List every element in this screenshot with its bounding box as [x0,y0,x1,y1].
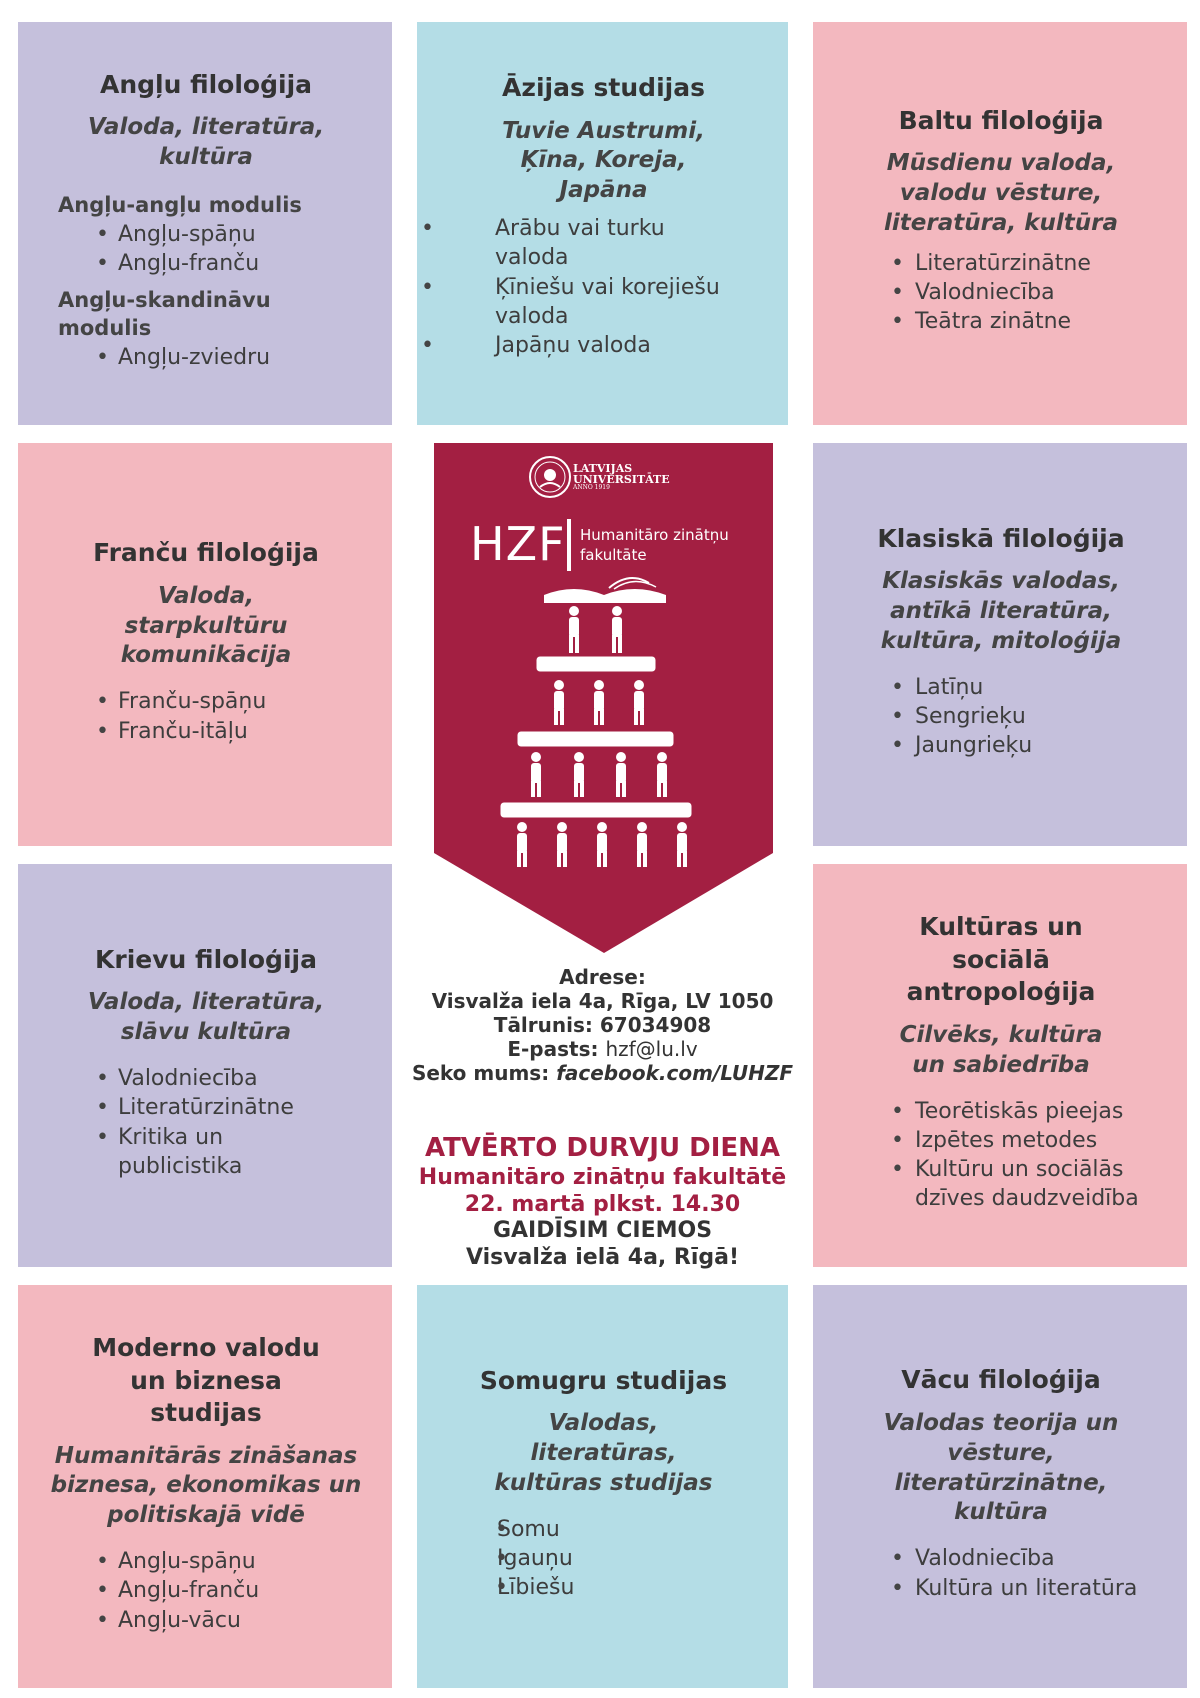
list-item: • Valodniecība [58,1064,354,1093]
faculty-banner [434,443,773,953]
tile-title: Baltu filoloģija [898,105,1104,135]
open-day-location: Visvalža ielā 4a, Rīgā! [465,1245,740,1271]
tile-english-philology [18,22,392,425]
tile-asian-studies [417,22,788,425]
list-item: • Valodniecība [853,278,1149,307]
open-day-block [405,1133,800,1272]
tile-list [853,1097,1149,1214]
list-item: • Latīņu [853,673,1149,702]
tile-title: Klasiskā filoloģija [877,523,1125,553]
list-item: • Franču-spāņu [58,687,354,716]
list-item: • Angļu-vācu [58,1606,354,1635]
module-list [58,343,354,372]
facebook-link[interactable]: facebook.com/LUHZF [556,1061,794,1085]
tile-list [457,1515,750,1603]
list-item: • Sengrieķu [853,702,1149,731]
address-value: Visvalža iela 4a, Rīga, LV 1050 [431,989,774,1013]
faculty-name-line2: fakultāte [580,546,647,565]
open-day-title: ATVĒRTO DURVJU DIENA [424,1133,781,1163]
phone-label: Tālrunis: [493,1013,593,1037]
tile-title: Kultūras un sociālā antropoloģija [906,912,1096,1007]
tile-list [853,249,1149,337]
list-item: • Literatūrzinātne [853,249,1149,278]
tile-russian-philology [18,864,392,1267]
tile-subtitle: Valodas teorija un vēsture, literatūrzinātne, kultūra [883,1409,1119,1526]
email-label: E-pasts: [507,1037,599,1061]
contact-block [405,965,800,1085]
list-item: • Teorētiskās pieejas [853,1097,1149,1126]
tile-title: Moderno valodu un biznesa studijas [92,1333,320,1428]
tile-subtitle: Tuvie Austrumi, Ķīna, Koreja, Japāna [502,117,705,204]
list-item: • Izpētes metodes [853,1126,1149,1155]
list-item: • Igauņu [457,1544,750,1573]
tile-subtitle: Humanitārās zināšanas biznesa, ekonomikas un politiskajā vidē [50,1442,362,1529]
tile-title: Angļu filoloģija [99,69,313,99]
email-line [405,1037,800,1061]
program-grid [18,22,1188,1682]
tile-subtitle: Klasiskās valodas, antīkā literatūra, kultūra, mitoloģija [880,568,1122,654]
list-item: • Kritika un publicistika [58,1123,354,1182]
open-day-date: 22. martā plkst. 14.30 [464,1191,741,1217]
list-item: • Teātra zinātne [853,307,1149,336]
tile-modern-languages-business [18,1285,392,1688]
university-name [573,463,670,491]
tile-subtitle: Valoda, literatūra, kultūra [87,114,325,171]
list-item: • Jaungrieķu [853,731,1149,760]
tile-title: Franču filoloģija [93,538,319,568]
follow-label: Seko mums: [411,1061,550,1085]
phone-line [405,1013,800,1037]
tile-french-philology [18,443,392,846]
tile-title: Krievu filoloģija [95,944,317,974]
tile-title: Vācu filoloģija [901,1365,1101,1395]
list-item: • Arābu vai turku valoda [417,214,750,273]
list-item: • Angļu-spāņu [58,220,354,249]
tile-subtitle: Cilvēks, kultūra un sabiedrība [899,1021,1103,1078]
tile-subtitle: Valoda, starpkultūru komunikācija [120,582,292,669]
tile-list [58,687,354,746]
module-heading: Angļu-skandināvu modulis [58,288,271,341]
list-item: • Angļu-franču [58,249,354,278]
module-heading: Angļu-angļu modulis [58,193,302,218]
tile-german-philology [813,1285,1187,1688]
list-item: • Literatūrzinātne [58,1093,354,1122]
tile-title: Āzijas studijas [502,73,705,102]
faculty-name-line1: Humanitāro zinātņu [580,526,729,544]
phone-value: 67034908 [599,1013,712,1037]
follow-line [405,1061,800,1085]
university-line2: UNIVERSITĀTE [573,473,670,486]
tile-title: Somugru studijas [479,1365,728,1395]
list-item: • Angļu-spāņu [58,1547,354,1576]
tile-list [457,214,750,360]
module-list [58,220,354,279]
tile-subtitle: Valoda, literatūra, slāvu kultūra [87,989,325,1046]
list-item: • Lībiešu [457,1573,750,1602]
list-item: • Angļu-zviedru [58,343,354,372]
list-item: • Japāņu valoda [417,331,750,360]
faculty-acronym: HZF [470,517,566,571]
list-item: • Angļu-franču [58,1576,354,1605]
list-item: • Kultūra un literatūra [853,1574,1149,1603]
tile-list [58,1064,354,1181]
tile-classical-philology [813,443,1187,846]
university-line3: ANNO 1919 [573,484,610,491]
tile-baltic-philology [813,22,1187,425]
university-line1: LATVIJAS [573,462,633,475]
tile-subtitle: Mūsdienu valoda, valodu vēsture, literatūra, kultūra [884,150,1118,236]
list-item: • Franču-itāļu [58,717,354,746]
open-day-faculty: Humanitāro zinātņu fakultātē [418,1164,787,1190]
faculty-center-panel [411,443,794,1271]
tile-list [853,1544,1149,1603]
list-item: • Valodniecība [853,1544,1149,1573]
tile-list [58,1547,354,1635]
open-day-invite: GAIDĪSIM CIEMOS [492,1218,713,1244]
list-item: • Somu [457,1515,750,1544]
tile-subtitle: Valodas, literatūras, kultūras studijas [494,1410,713,1496]
tile-cultural-anthropology [813,864,1187,1267]
faculty-name [580,525,729,566]
email-link[interactable]: hzf@lu.lv [605,1037,698,1061]
tile-finno-ugric-studies [417,1285,788,1688]
tile-list [853,673,1149,761]
list-item: • Kultūru un sociālās dzīves daudzveidība [853,1155,1149,1214]
list-item: • Ķīniešu vai korejiešu valoda [417,273,750,332]
address-label: Adrese: [559,965,646,989]
